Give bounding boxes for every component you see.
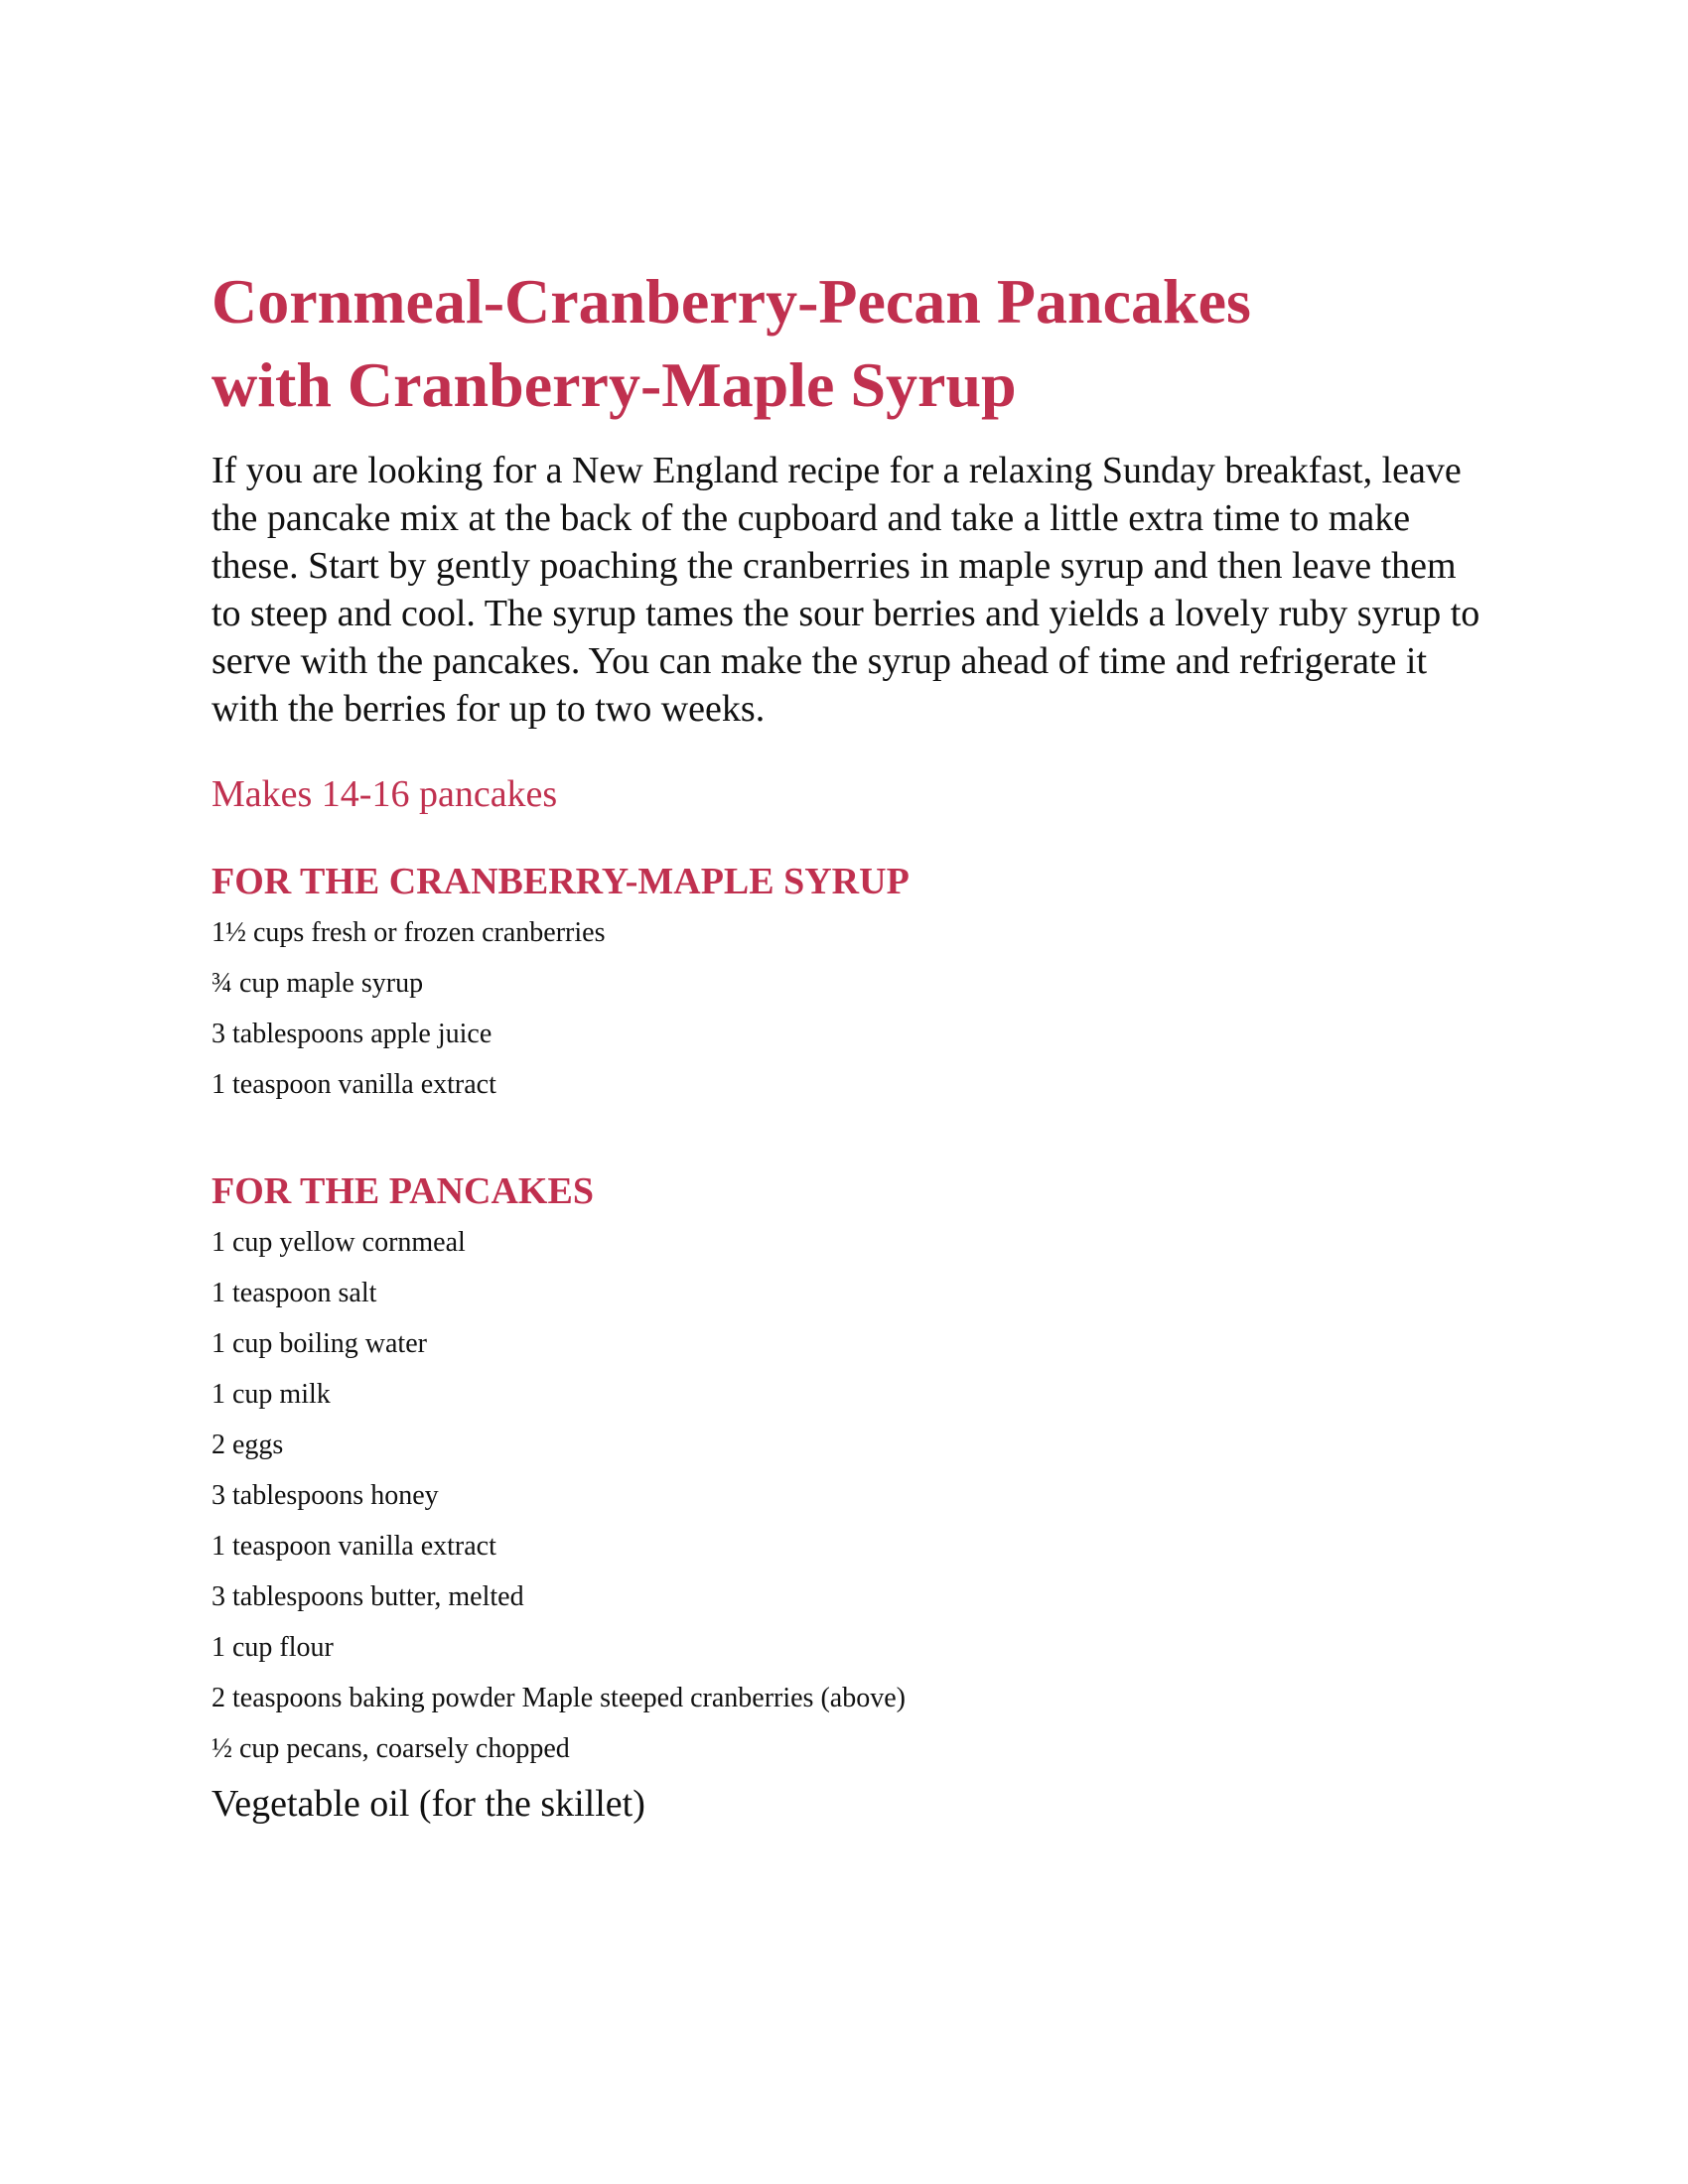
ingredient-item: 1 teaspoon vanilla extract bbox=[211, 1531, 496, 1562]
recipe-title bbox=[211, 260, 1492, 427]
ingredient-item: ¾ cup maple syrup bbox=[211, 968, 424, 999]
syrup-section-heading: FOR THE CRANBERRY-MAPLE SYRUP bbox=[211, 861, 910, 902]
ingredient-item: 1 teaspoon salt bbox=[211, 1278, 377, 1308]
ingredient-item: ½ cup pecans, coarsely chopped bbox=[211, 1733, 570, 1764]
ingredient-item: 1 cup flour bbox=[211, 1632, 334, 1663]
pancake-section-heading: FOR THE PANCAKES bbox=[211, 1170, 594, 1212]
ingredient-item: 1 teaspoon vanilla extract bbox=[211, 1069, 496, 1100]
ingredient-item: 1½ cups fresh or frozen cranberries bbox=[211, 917, 606, 948]
ingredient-item-oil: Vegetable oil (for the skillet) bbox=[211, 1783, 645, 1825]
ingredient-item: 2 teaspoons baking powder Maple steeped cranberries (above) bbox=[211, 1683, 906, 1713]
ingredient-item: 3 tablespoons apple juice bbox=[211, 1019, 492, 1049]
ingredient-item: 1 cup milk bbox=[211, 1379, 331, 1410]
ingredient-item: 1 cup yellow cornmeal bbox=[211, 1227, 466, 1258]
recipe-intro: If you are looking for a New England recipe for a relaxing Sunday breakfast, leave the pancake mix at the back of the cupboard and take a little extra time to make these. Start by gently poaching the cranberries in maple syrup and then leave them to steep and cool. The syrup tames the sour berries and yields a lovely ruby syrup to serve with the pancakes. You can make the syrup ahead of time and refrigerate it with the berries for up to two weeks. bbox=[211, 450, 1480, 730]
ingredient-item: 3 tablespoons honey bbox=[211, 1480, 439, 1511]
recipe-yield: Makes 14-16 pancakes bbox=[211, 773, 558, 815]
recipe-page bbox=[211, 260, 1492, 1828]
recipe-title-line-1: Cornmeal-Cranberry-Pecan Pancakes bbox=[211, 266, 1251, 337]
recipe-title-line-2: with Cranberry-Maple Syrup bbox=[211, 349, 1017, 420]
ingredient-item: 3 tablespoons butter, melted bbox=[211, 1581, 524, 1612]
ingredient-item: 2 eggs bbox=[211, 1430, 284, 1460]
pancake-ingredient-list bbox=[211, 1217, 1492, 1774]
syrup-ingredient-list bbox=[211, 907, 1492, 1110]
ingredient-item: 1 cup boiling water bbox=[211, 1328, 427, 1359]
